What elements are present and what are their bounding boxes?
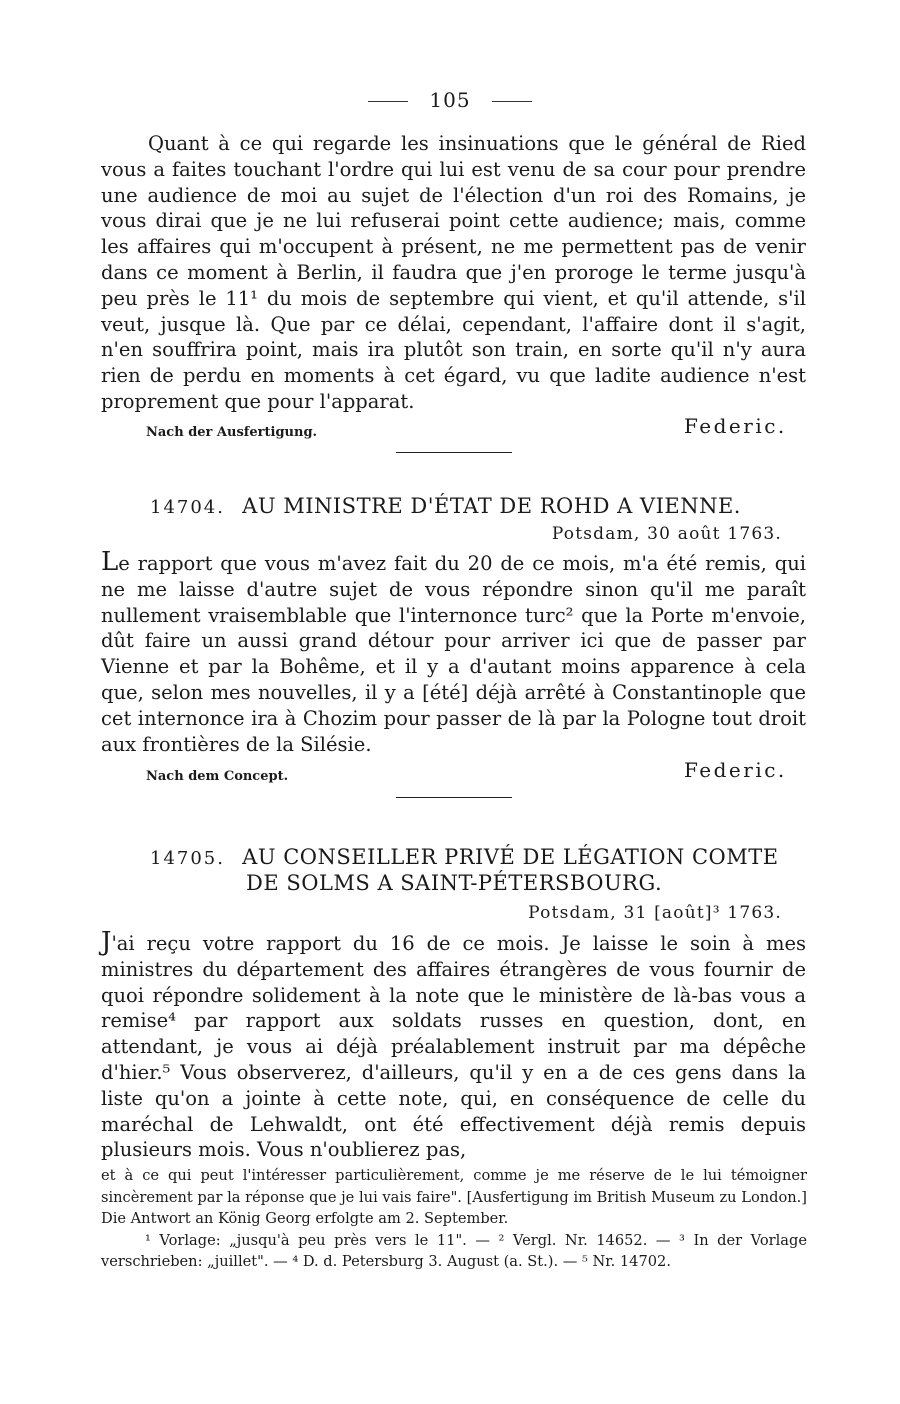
letter-title: AU MINISTRE D'ÉTAT DE ROHD A VIENNE. [242,494,741,518]
footnotes [101,1165,807,1273]
letter-number: 14705. [150,848,225,869]
page-number: 105 [429,88,471,112]
signature: Federic. [684,758,787,782]
source-note: Nach dem Concept. [146,769,289,784]
letter-text: e rapport que vous m'avez fait du 20 de ce mois, m'a été remis, qui ne me laisse d'autre sujet de vous répondre sinon qu'il me paraît nullement vraisemblable que l'internonce turc² que la Porte m'envoie, dût faire un aussi grand détour pour arriver ici que de passer par Vienne et par la Bohême, et il y a d'autant moins apparence à cela que, selon mes nouvelles, il y a [été] déjà arrêté à Constantinople que cet internonce ira à Chozim pour passer de là par la Pologne tout droit aux frontières de la Silésie. [101,552,806,756]
letter-heading [150,844,790,872]
continuation-paragraph: Quant à ce qui regarde les insinuations que le général de Ried vous a faites touchant l'ordre qui lui est venu de sa cour pour prendre une audience de moi au sujet de l'élection d'un roi des Romains, je vous dirai que je ne lui refuserai point cette audience; mais, comme les affaires qui m'occupent à présent, ne me permettent pas de venir dans ce moment à Berlin, il faudra que j'en proroge le terme jusqu'à peu près le 11¹ du mois de septembre qui vient, et qu'il attende, s'il veut, jusque là. Que par ce délai, cependant, l'affaire dont il s'agit, n'en souffrira point, mais ira plutôt son train, en sorte qu'il n'y aura rien de perdu en moments à cet égard, vu que ladite audience n'est proprement que pour l'apparat. [101,132,806,413]
signature: Federic. [684,414,787,438]
letter-title-line-1: AU CONSEILLER PRIVÉ DE LÉGATION COMTE [242,845,779,869]
section-divider [396,452,512,453]
letter-body [101,927,806,1163]
source-note: Nach der Ausfertigung. [146,425,318,440]
page-header [0,88,900,112]
dateline: Potsdam, 31 [août]³ 1763. [528,903,782,923]
footnote-carryover: et à ce qui peut l'intéresser particulièrement, comme je me réserve de le lui témoigner sincèrement par la réponse que je lui vais faire". [Ausfertigung im British Museum zu London.] Die Antwort an König Georg erfolgte am 2. September. [101,1167,807,1227]
initial-letter: J [101,927,112,957]
section-divider [396,797,512,798]
letter-body [101,547,806,757]
footnote-list: ¹ Vorlage: „jusqu'à peu près vers le 11". — ² Vergl. Nr. 14652. — ³ In der Vorlage verschrieben: „juillet". — ⁴ D. d. Petersburg 3. August (a. St.). — ⁵ Nr. 14702. [101,1231,807,1270]
dateline: Potsdam, 30 août 1763. [551,524,782,544]
initial-letter: L [101,547,119,577]
letter-text: 'ai reçu votre rapport du 16 de ce mois. Je laisse le soin à mes ministres du département des affaires étrangères de vous fournir de quoi répondre solidement à la note que le ministère de là-bas vous a remise⁴ par rapport aux soldats russes en question, dont, en attendant, je vous ai déjà préalablement instruit par ma dépêche d'hier.⁵ Vous observerez, d'ailleurs, qu'il y en a de ces gens dans la liste qu'on a jointe à cette note, qui, en conséquence de celle du maréchal de Lehwaldt, ont été effectivement déjà remis depuis plusieurs mois. Vous n'oublierez pas, [101,932,806,1162]
letter-title-line-2: DE SOLMS A SAINT-PÉTERSBOURG. [246,871,663,895]
header-dash-right [492,101,532,102]
letter-heading [150,493,790,521]
header-dash-left [368,101,408,102]
letter-number: 14704. [150,497,225,518]
